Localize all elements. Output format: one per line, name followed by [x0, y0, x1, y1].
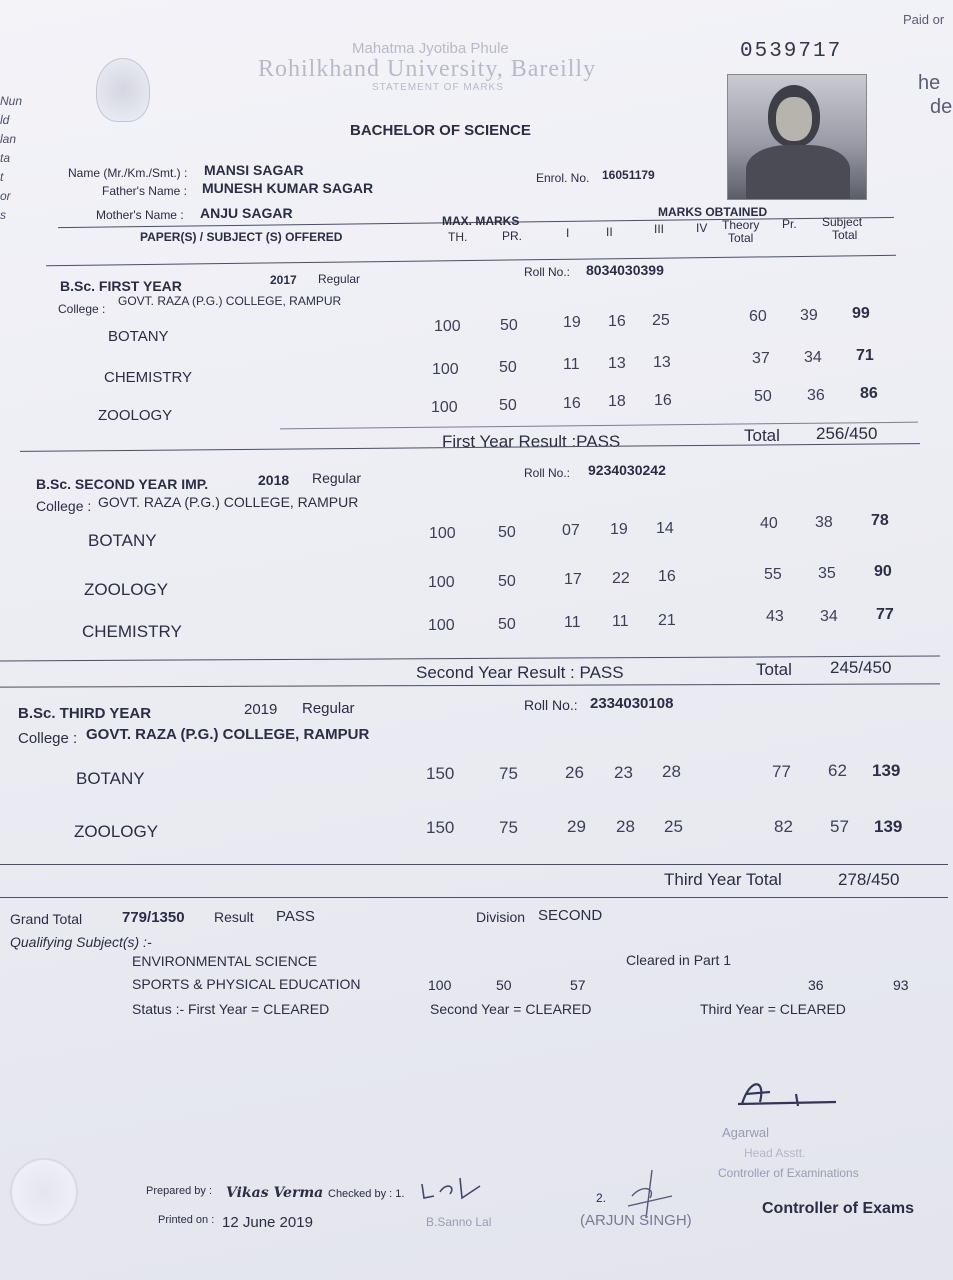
- result-value: PASS: [276, 908, 315, 925]
- subject-header: Subject: [822, 215, 863, 229]
- sports-practical: 36: [808, 977, 824, 993]
- sports-max-pr: 50: [496, 977, 512, 993]
- checked-by-label: Checked by : 1.: [328, 1188, 405, 1200]
- subject-total: 77: [876, 606, 894, 623]
- subject-total: 86: [860, 385, 878, 402]
- theory-total: 43: [766, 608, 784, 625]
- second-year-subrule: [0, 656, 940, 662]
- subject-name: ZOOLOGY: [74, 822, 159, 841]
- subject-total: 71: [856, 347, 874, 364]
- degree-title: BACHELOR OF SCIENCE: [350, 122, 531, 139]
- paper-i: 29: [567, 817, 586, 836]
- practical: 62: [828, 761, 847, 780]
- max-pr: 50: [500, 317, 518, 334]
- third-year-total-label: Third Year Total: [664, 870, 782, 889]
- first-year-roll-label: Roll No.:: [524, 265, 571, 279]
- paper-ii: 13: [608, 355, 626, 372]
- checker-one-name: B.Sanno Lal: [426, 1215, 492, 1229]
- max-marks-header: MAX. MARKS: [442, 214, 520, 228]
- qualifying-label: Qualifying Subject(s) :-: [10, 934, 152, 950]
- paper-ii: 11: [612, 613, 629, 630]
- asst-name: Agarwal: [722, 1125, 769, 1140]
- right-edge-text-2: de: [930, 96, 953, 118]
- env-science: ENVIRONMENTAL SCIENCE: [132, 953, 318, 969]
- third-year-year: 2019: [244, 701, 278, 718]
- subject-name: CHEMISTRY: [104, 369, 193, 386]
- prepared-by-name: Vikas Verma: [226, 1185, 324, 1201]
- paper-i: 07: [562, 522, 580, 539]
- paper-iii: 16: [654, 392, 672, 409]
- max-pr: 50: [498, 524, 516, 541]
- sports-education: SPORTS & PHYSICAL EDUCATION: [132, 976, 361, 992]
- theory-total: 50: [754, 388, 772, 405]
- subject-name: BOTANY: [88, 531, 157, 550]
- th-header: TH.: [448, 230, 468, 244]
- second-year-college-label: College :: [36, 498, 92, 514]
- enrol-label: Enrol. No.: [536, 171, 590, 185]
- subject-total-header: Total: [832, 228, 858, 242]
- paper-ii: 16: [608, 313, 626, 330]
- subject-name: BOTANY: [108, 328, 169, 345]
- max-pr: 75: [499, 818, 518, 837]
- theory-total: 55: [764, 566, 782, 583]
- pr-header: PR.: [502, 229, 523, 243]
- enrol-number: 16051179: [602, 168, 655, 182]
- printed-on-label: Printed on :: [158, 1214, 215, 1226]
- first-year-mode: Regular: [318, 272, 361, 286]
- name-label: Name (Mr./Km./Smt.) :: [68, 166, 188, 180]
- first-year-college-label: College :: [58, 302, 106, 316]
- paper-ii: 19: [610, 521, 628, 538]
- father-name: MUNESH KUMAR SAGAR: [202, 180, 374, 196]
- paper-iii: 25: [652, 312, 670, 329]
- second-year-total-label: Total: [756, 660, 792, 679]
- grand-total-label: Grand Total: [10, 911, 83, 927]
- third-year-bottom-rule: [0, 897, 948, 898]
- grand-total-value: 779/1350: [122, 909, 185, 926]
- max-pr: 75: [499, 764, 518, 783]
- paper-iii: 25: [664, 817, 683, 836]
- checker-two-name: (ARJUN SINGH): [580, 1212, 692, 1229]
- first-year-total-label: Total: [744, 426, 780, 445]
- right-edge-text-1: he: [918, 72, 941, 94]
- col-iii-header: III: [654, 222, 665, 236]
- col-i-header: I: [566, 226, 570, 240]
- third-year-label: B.Sc. THIRD YEAR: [18, 705, 152, 722]
- max-th: 150: [426, 818, 455, 837]
- theory-total-header: Total: [728, 231, 754, 245]
- second-year-college: GOVT. RAZA (P.G.) COLLEGE, RAMPUR: [98, 494, 359, 510]
- paper-i: 16: [563, 395, 581, 412]
- printed-on-date: 12 June 2019: [222, 1214, 313, 1231]
- max-pr: 50: [499, 359, 517, 376]
- first-year-year: 2017: [270, 273, 297, 287]
- third-year-roll-label: Roll No.:: [524, 697, 578, 713]
- university-name-line2: Rohilkhand University, Bareilly: [258, 56, 597, 82]
- subject-total: 139: [872, 761, 901, 780]
- second-year-year: 2018: [258, 472, 290, 488]
- asst-office: Controller of Examinations: [718, 1166, 859, 1180]
- serial-number: 0539717: [740, 40, 843, 63]
- header-bottom-rule: [46, 255, 896, 266]
- prepared-by-label: Prepared by :: [146, 1185, 213, 1197]
- second-year-total: 245/450: [830, 658, 892, 677]
- max-pr: 50: [498, 573, 516, 590]
- first-year-roll: 8034030399: [586, 262, 664, 278]
- first-year-result: First Year Result :PASS: [442, 432, 621, 451]
- second-year-bottom-rule: [0, 683, 940, 687]
- practical: 34: [820, 608, 838, 625]
- result-label: Result: [214, 909, 254, 925]
- checker-two-number: 2.: [596, 1191, 607, 1205]
- max-pr: 50: [498, 616, 516, 633]
- max-th: 100: [429, 525, 456, 542]
- max-th: 100: [428, 617, 455, 634]
- subject-name: ZOOLOGY: [98, 407, 173, 424]
- left-edge-text: Nun ld lan ta t or s: [0, 94, 23, 222]
- first-year-total: 256/450: [816, 424, 878, 443]
- col-ii-header: II: [606, 225, 613, 239]
- paper-ii: 28: [616, 817, 635, 836]
- theory-total: 77: [772, 762, 791, 781]
- subject-name: ZOOLOGY: [84, 580, 169, 599]
- paper-ii: 18: [608, 393, 626, 410]
- university-seal: [10, 1158, 78, 1226]
- second-year-result: Second Year Result : PASS: [416, 663, 624, 682]
- second-year-mode: Regular: [312, 470, 362, 486]
- third-year-college: GOVT. RAZA (P.G.) COLLEGE, RAMPUR: [86, 726, 370, 743]
- practical-header: Pr.: [782, 217, 797, 231]
- father-label: Father's Name :: [102, 184, 187, 198]
- paper-iii: 14: [656, 520, 674, 537]
- practical: 34: [804, 349, 822, 366]
- theory-total: 60: [749, 308, 767, 325]
- max-th: 100: [428, 574, 455, 591]
- max-pr: 50: [499, 397, 517, 414]
- third-year-mode: Regular: [302, 700, 355, 717]
- top-right-edge-text: Paid or: [903, 12, 945, 27]
- paper-ii: 22: [612, 570, 630, 587]
- col-iv-header: IV: [696, 221, 708, 235]
- theory-total: 82: [774, 817, 793, 836]
- second-year-roll-label: Roll No.:: [524, 466, 571, 480]
- paper-ii: 23: [614, 763, 633, 782]
- sports-total: 93: [893, 977, 909, 993]
- theory-total: 40: [760, 515, 778, 532]
- student-photo: [727, 74, 867, 200]
- paper-iii: 21: [658, 612, 676, 629]
- max-th: 150: [426, 764, 455, 783]
- practical: 36: [807, 387, 825, 404]
- first-year-label: B.Sc. FIRST YEAR: [60, 278, 182, 294]
- controller-signature-mark: [736, 1074, 846, 1118]
- max-th: 100: [432, 361, 459, 378]
- subject-total: 99: [852, 305, 870, 322]
- subject-total: 90: [874, 563, 892, 580]
- mother-name: ANJU SAGAR: [200, 205, 293, 221]
- student-name: MANSI SAGAR: [204, 162, 304, 178]
- theory-total: 37: [752, 350, 770, 367]
- practical: 35: [818, 565, 836, 582]
- sports-paper-i: 57: [570, 977, 586, 993]
- status-first-year: Status :- First Year = CLEARED: [132, 1001, 330, 1017]
- mother-label: Mother's Name :: [96, 208, 184, 222]
- paper-i: 26: [565, 763, 584, 782]
- status-third-year: Third Year = CLEARED: [700, 1001, 846, 1017]
- max-th: 100: [431, 399, 458, 416]
- university-logo: [96, 58, 150, 122]
- second-year-roll: 9234030242: [588, 462, 666, 478]
- university-name-line1: Mahatma Jyotiba Phule: [352, 40, 509, 57]
- asst-title: Head Asstt.: [744, 1146, 806, 1160]
- paper-i: 11: [564, 614, 581, 631]
- status-second-year: Second Year = CLEARED: [430, 1001, 592, 1017]
- third-year-total: 278/450: [838, 870, 900, 889]
- practical: 38: [815, 514, 833, 531]
- third-year-roll: 2334030108: [590, 695, 674, 712]
- paper-i: 11: [563, 356, 580, 373]
- paper-i: 19: [563, 314, 581, 331]
- marks-obtained-header: MARKS OBTAINED: [658, 205, 768, 219]
- controller-of-exams: Controller of Exams: [762, 1200, 915, 1217]
- paper-iii: 28: [662, 762, 681, 781]
- practical: 39: [800, 307, 818, 324]
- division-label: Division: [476, 909, 526, 925]
- statement-of-marks: STATEMENT OF MARKS: [372, 82, 504, 93]
- subject-name: CHEMISTRY: [82, 622, 182, 641]
- sports-max-th: 100: [428, 977, 452, 993]
- subject-name: BOTANY: [76, 769, 145, 788]
- third-year-subrule: [0, 864, 948, 865]
- paper-iii: 16: [658, 568, 676, 585]
- paper-i: 17: [564, 571, 582, 588]
- max-th: 100: [434, 318, 461, 335]
- theory-header: Theory: [722, 218, 760, 232]
- subject-total: 139: [874, 817, 903, 836]
- third-year-college-label: College :: [18, 730, 78, 747]
- paper-header: PAPER(S) / SUBJECT (S) OFFERED: [140, 230, 343, 244]
- subject-total: 78: [871, 512, 889, 529]
- first-year-college: GOVT. RAZA (P.G.) COLLEGE, RAMPUR: [118, 294, 342, 308]
- second-year-label: B.Sc. SECOND YEAR IMP.: [36, 476, 209, 492]
- paper-iii: 13: [653, 354, 671, 371]
- env-status: Cleared in Part 1: [626, 952, 732, 968]
- checker-signature-mark: [416, 1172, 486, 1202]
- practical: 57: [830, 817, 849, 836]
- division-value: SECOND: [538, 907, 603, 924]
